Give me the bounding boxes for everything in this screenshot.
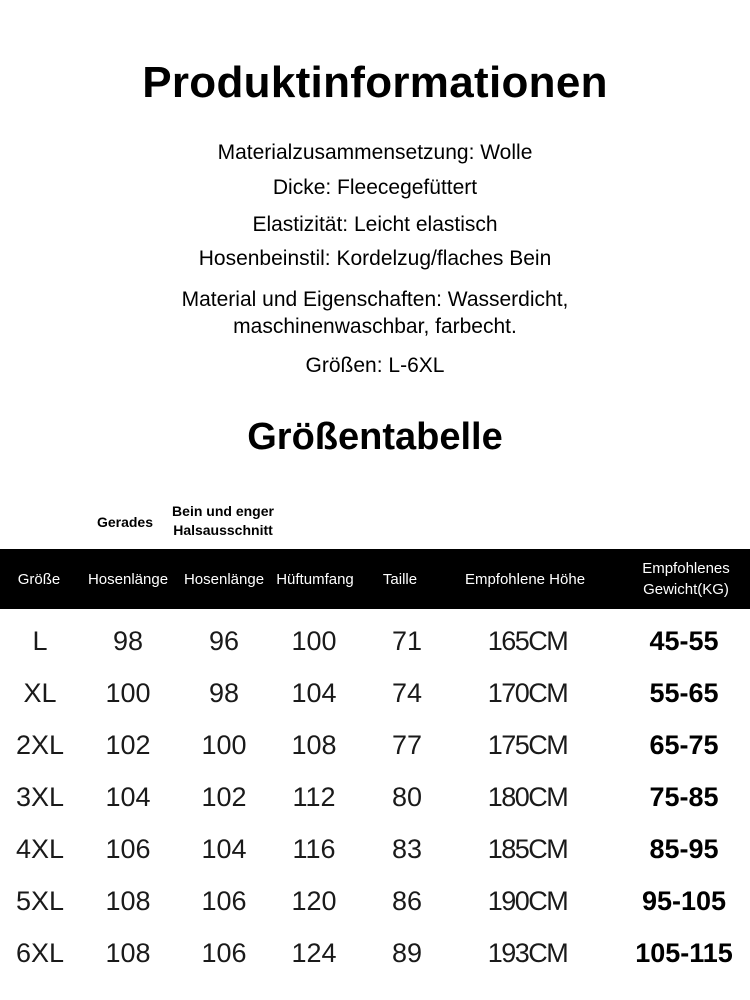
cell-height: 185CM xyxy=(487,833,568,864)
table-row xyxy=(0,927,750,979)
cell-length-straight: 102 xyxy=(105,729,151,760)
cell-size: 3XL xyxy=(15,781,65,812)
table-row xyxy=(0,719,750,771)
header-length-straight: Hosenlänge xyxy=(87,570,169,588)
info-properties xyxy=(0,286,750,340)
cell-height: 165CM xyxy=(487,625,568,656)
cell-height: 190CM xyxy=(487,885,568,916)
header-size: Größe xyxy=(17,570,61,588)
cell-weight: 75-85 xyxy=(649,781,719,812)
page-title: Produktinformationen xyxy=(142,58,608,107)
cell-size: 2XL xyxy=(15,729,65,760)
cell-height: 180CM xyxy=(487,781,568,812)
info-thickness: Dicke: Fleecegefüttert xyxy=(272,176,478,199)
cell-length-straight: 104 xyxy=(105,781,151,812)
info-properties-line2: maschinenwaschbar, farbecht. xyxy=(233,315,517,338)
header-height: Empfohlene Höhe xyxy=(464,570,586,588)
cell-weight: 85-95 xyxy=(649,833,719,864)
cell-size: 6XL xyxy=(15,937,65,968)
pre-header-narrow xyxy=(158,502,288,540)
header-hip: Hüftumfang xyxy=(276,570,354,588)
cell-weight: 55-65 xyxy=(649,677,719,708)
cell-length-straight: 108 xyxy=(105,885,151,916)
header-weight-line2: Gewicht(KG) xyxy=(643,581,729,598)
cell-hip: 112 xyxy=(292,781,336,812)
cell-hip: 120 xyxy=(291,885,337,916)
cell-length-narrow: 98 xyxy=(208,677,240,708)
cell-waist: 83 xyxy=(391,833,423,864)
info-material: Materialzusammensetzung: Wolle xyxy=(217,141,533,164)
cell-waist: 86 xyxy=(391,885,423,916)
cell-weight: 105-115 xyxy=(635,937,733,968)
cell-length-narrow: 106 xyxy=(201,937,247,968)
cell-hip: 104 xyxy=(291,677,337,708)
header-weight-line1: Empfohlenes xyxy=(642,560,730,577)
header-waist: Taille xyxy=(382,570,418,588)
header-length-narrow: Hosenlänge xyxy=(183,570,265,588)
cell-length-narrow: 104 xyxy=(201,833,247,864)
info-properties-line1: Material und Eigenschaften: Wasserdicht, xyxy=(181,288,569,311)
cell-hip: 124 xyxy=(291,937,337,968)
table-header xyxy=(0,549,750,609)
cell-length-narrow: 102 xyxy=(201,781,247,812)
cell-length-straight: 98 xyxy=(112,625,144,656)
pre-header-straight: Gerades xyxy=(96,514,154,530)
cell-height: 193CM xyxy=(487,937,568,968)
cell-weight: 45-55 xyxy=(649,625,719,656)
cell-length-narrow: 106 xyxy=(201,885,247,916)
cell-size: 5XL xyxy=(15,885,65,916)
table-row xyxy=(0,771,750,823)
cell-waist: 89 xyxy=(391,937,423,968)
pre-header-narrow-line1: Bein und enger xyxy=(172,503,274,519)
table-row xyxy=(0,615,750,667)
table-row xyxy=(0,875,750,927)
cell-weight: 95-105 xyxy=(641,885,727,916)
table-row xyxy=(0,823,750,875)
table-row xyxy=(0,667,750,719)
size-chart-title: Größentabelle xyxy=(247,416,503,458)
info-leg-style: Hosenbeinstil: Kordelzug/flaches Bein xyxy=(198,247,552,270)
cell-weight: 65-75 xyxy=(649,729,719,760)
cell-hip: 116 xyxy=(292,833,336,864)
cell-waist: 71 xyxy=(391,625,423,656)
cell-length-straight: 108 xyxy=(105,937,151,968)
cell-length-narrow: 100 xyxy=(201,729,247,760)
cell-height: 170CM xyxy=(487,677,568,708)
header-weight xyxy=(622,549,750,609)
cell-length-straight: 106 xyxy=(105,833,151,864)
cell-length-straight: 100 xyxy=(105,677,151,708)
cell-hip: 108 xyxy=(291,729,337,760)
pre-header-narrow-line2: Halsausschnitt xyxy=(173,522,273,538)
cell-height: 175CM xyxy=(487,729,568,760)
cell-waist: 80 xyxy=(391,781,423,812)
cell-waist: 74 xyxy=(391,677,423,708)
cell-size: 4XL xyxy=(15,833,65,864)
cell-length-narrow: 96 xyxy=(208,625,240,656)
info-sizes: Größen: L-6XL xyxy=(305,354,445,377)
cell-size: L xyxy=(32,625,48,656)
cell-size: XL xyxy=(23,677,57,708)
cell-hip: 100 xyxy=(291,625,337,656)
cell-waist: 77 xyxy=(391,729,423,760)
info-elasticity: Elastizität: Leicht elastisch xyxy=(252,213,498,236)
